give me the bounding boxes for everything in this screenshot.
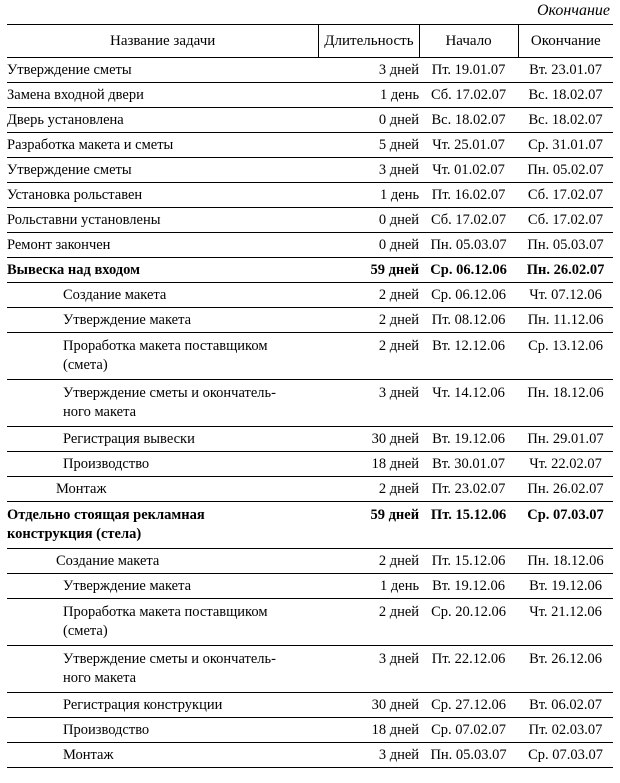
task-name-line: Утверждение сметы и окончатель- xyxy=(63,385,276,401)
cell-duration: 1 день xyxy=(319,83,419,108)
table-row xyxy=(7,743,613,768)
task-name-line: Утверждение сметы xyxy=(7,161,132,178)
cell-end-date: Вт. 19.12.06 xyxy=(518,574,613,599)
cell-duration: 30 дней xyxy=(319,427,419,452)
cell-task-name xyxy=(7,283,319,308)
cell-task-name xyxy=(7,549,319,574)
table-row xyxy=(7,158,613,183)
cell-task-name xyxy=(7,427,319,452)
table-row xyxy=(7,58,613,83)
task-name-line: Дверь установлена xyxy=(7,111,124,128)
cell-end-date: Пн. 18.12.06 xyxy=(518,380,613,427)
task-name-line: Проработка макета поставщиком xyxy=(63,604,268,620)
cell-end-date: Чт. 22.02.07 xyxy=(518,452,613,477)
table-row xyxy=(7,308,613,333)
task-name-line: Монтаж xyxy=(56,480,107,497)
cell-end-date: Ср. 31.01.07 xyxy=(518,133,613,158)
cell-duration: 2 дней xyxy=(319,549,419,574)
cell-duration: 18 дней xyxy=(319,718,419,743)
task-name-line: Замена входной двери xyxy=(7,86,144,103)
table-row xyxy=(7,718,613,743)
table-row xyxy=(7,283,613,308)
cell-duration: 3 дней xyxy=(319,158,419,183)
task-name-line: Установка рольставен xyxy=(7,186,143,203)
cell-start-date: Вт. 19.12.06 xyxy=(419,574,518,599)
cell-end-date: Пн. 26.02.07 xyxy=(518,258,613,283)
table-row xyxy=(7,133,613,158)
cell-end-date: Пн. 11.12.06 xyxy=(518,308,613,333)
cell-start-date: Ср. 06.12.06 xyxy=(419,283,518,308)
table-header xyxy=(7,25,613,58)
cell-start-date: Чт. 01.02.07 xyxy=(419,158,518,183)
task-name-line: (смета) xyxy=(63,357,108,373)
cell-end-date: Ср. 13.12.06 xyxy=(518,333,613,380)
cell-task-name xyxy=(7,233,319,258)
task-name-line: Регистрация вывески xyxy=(63,430,195,447)
cell-task-name xyxy=(7,158,319,183)
table-row xyxy=(7,502,613,549)
task-name-line: ного макета xyxy=(63,670,137,686)
cell-task-name xyxy=(7,58,319,83)
cell-end-date: Пн. 18.12.06 xyxy=(518,549,613,574)
cell-end-date: Пн. 26.02.07 xyxy=(518,477,613,502)
column-header-start: Начало xyxy=(419,25,518,58)
cell-start-date: Пн. 05.03.07 xyxy=(419,233,518,258)
cell-end-date: Сб. 17.02.07 xyxy=(518,208,613,233)
cell-start-date: Чт. 14.12.06 xyxy=(419,380,518,427)
running-head: Окончание xyxy=(536,2,610,19)
cell-task-name xyxy=(7,743,319,768)
table-row xyxy=(7,599,613,646)
cell-start-date: Сб. 17.02.07 xyxy=(419,83,518,108)
task-name-line: Производство xyxy=(63,721,150,738)
cell-task-name xyxy=(7,333,319,380)
cell-duration: 2 дней xyxy=(319,308,419,333)
cell-start-date: Пн. 05.03.07 xyxy=(419,743,518,768)
table-body xyxy=(7,58,613,768)
cell-start-date: Пт. 16.02.07 xyxy=(419,183,518,208)
cell-duration: 3 дней xyxy=(319,380,419,427)
cell-start-date: Вт. 12.12.06 xyxy=(419,333,518,380)
cell-start-date: Чт. 25.01.07 xyxy=(419,133,518,158)
cell-duration: 2 дней xyxy=(319,599,419,646)
cell-task-name xyxy=(7,380,319,427)
task-name-line: (смета) xyxy=(63,623,108,639)
cell-task-name xyxy=(7,133,319,158)
cell-end-date: Вт. 23.01.07 xyxy=(518,58,613,83)
cell-task-name xyxy=(7,599,319,646)
cell-task-name xyxy=(7,646,319,693)
cell-end-date: Пт. 02.03.07 xyxy=(518,718,613,743)
task-name-line: Ремонт закончен xyxy=(7,236,111,253)
table-row xyxy=(7,452,613,477)
table-row xyxy=(7,574,613,599)
cell-duration: 0 дней xyxy=(319,233,419,258)
cell-start-date: Пт. 15.12.06 xyxy=(419,502,518,549)
cell-start-date: Пт. 15.12.06 xyxy=(419,549,518,574)
task-name-line: Производство xyxy=(63,455,150,472)
cell-task-name xyxy=(7,83,319,108)
cell-duration: 3 дней xyxy=(319,58,419,83)
table-row xyxy=(7,83,613,108)
table-row xyxy=(7,333,613,380)
cell-end-date: Сб. 17.02.07 xyxy=(518,183,613,208)
cell-end-date: Вс. 18.02.07 xyxy=(518,83,613,108)
cell-task-name xyxy=(7,718,319,743)
cell-task-name xyxy=(7,258,319,283)
cell-end-date: Ср. 07.03.07 xyxy=(518,502,613,549)
cell-duration: 18 дней xyxy=(319,452,419,477)
table-row xyxy=(7,646,613,693)
cell-duration: 2 дней xyxy=(319,477,419,502)
cell-end-date: Пн. 05.02.07 xyxy=(518,158,613,183)
task-name-line: Создание макета xyxy=(56,552,160,569)
cell-start-date: Ср. 27.12.06 xyxy=(419,693,518,718)
cell-start-date: Ср. 20.12.06 xyxy=(419,599,518,646)
cell-start-date: Ср. 06.12.06 xyxy=(419,258,518,283)
table-row xyxy=(7,549,613,574)
task-name-line: Утверждение сметы xyxy=(7,61,132,78)
cell-start-date: Пт. 19.01.07 xyxy=(419,58,518,83)
cell-end-date: Вс. 18.02.07 xyxy=(518,108,613,133)
cell-duration: 5 дней xyxy=(319,133,419,158)
cell-start-date: Пт. 22.12.06 xyxy=(419,646,518,693)
cell-start-date: Вт. 30.01.07 xyxy=(419,452,518,477)
table-row xyxy=(7,108,613,133)
cell-duration: 2 дней xyxy=(319,283,419,308)
column-header-duration: Длительность xyxy=(319,25,419,58)
task-name-line: Разработка макета и сметы xyxy=(7,136,174,153)
cell-duration: 59 дней xyxy=(319,502,419,549)
cell-task-name xyxy=(7,108,319,133)
cell-task-name xyxy=(7,183,319,208)
cell-start-date: Пт. 23.02.07 xyxy=(419,477,518,502)
task-name-line: Утверждение макета xyxy=(63,577,192,594)
table-row xyxy=(7,380,613,427)
task-name-line: Вывеска над входом xyxy=(7,261,140,278)
cell-end-date: Вт. 06.02.07 xyxy=(518,693,613,718)
table-row xyxy=(7,477,613,502)
task-name-line: Проработка макета поставщиком xyxy=(63,338,268,354)
task-name-line: Монтаж xyxy=(63,746,114,763)
cell-duration: 30 дней xyxy=(319,693,419,718)
task-name-line: Регистрация конструкции xyxy=(63,696,223,713)
task-name-line: Утверждение макета xyxy=(63,311,192,328)
table-row xyxy=(7,183,613,208)
task-name-line: ного макета xyxy=(63,404,137,420)
cell-end-date: Пн. 05.03.07 xyxy=(518,233,613,258)
task-name-line: Создание макета xyxy=(63,286,167,303)
table-row xyxy=(7,258,613,283)
cell-task-name xyxy=(7,208,319,233)
table-row xyxy=(7,208,613,233)
cell-start-date: Сб. 17.02.07 xyxy=(419,208,518,233)
task-name-line: Рольставни установлены xyxy=(7,211,161,228)
cell-duration: 1 день xyxy=(319,574,419,599)
cell-task-name xyxy=(7,574,319,599)
cell-task-name xyxy=(7,477,319,502)
task-name-line: Отдельно стоящая рекламная xyxy=(7,507,205,523)
cell-duration: 1 день xyxy=(319,183,419,208)
cell-end-date: Вт. 26.12.06 xyxy=(518,646,613,693)
table-row xyxy=(7,693,613,718)
table-header-row xyxy=(7,25,613,58)
table-row xyxy=(7,233,613,258)
task-name-line: Утверждение сметы и окончатель- xyxy=(63,651,276,667)
cell-duration: 3 дней xyxy=(319,646,419,693)
cell-duration: 2 дней xyxy=(319,333,419,380)
task-name-line: конструкция (стела) xyxy=(7,526,142,542)
cell-task-name xyxy=(7,502,319,549)
column-header-task-name: Название задачи xyxy=(7,25,319,58)
cell-start-date: Вс. 18.02.07 xyxy=(419,108,518,133)
cell-duration: 0 дней xyxy=(319,108,419,133)
task-schedule-table xyxy=(7,24,613,768)
cell-duration: 0 дней xyxy=(319,208,419,233)
table-row xyxy=(7,427,613,452)
cell-task-name xyxy=(7,693,319,718)
cell-start-date: Вт. 19.12.06 xyxy=(419,427,518,452)
cell-start-date: Пт. 08.12.06 xyxy=(419,308,518,333)
cell-task-name xyxy=(7,308,319,333)
cell-end-date: Пн. 29.01.07 xyxy=(518,427,613,452)
cell-end-date: Чт. 07.12.06 xyxy=(518,283,613,308)
cell-duration: 3 дней xyxy=(319,743,419,768)
cell-end-date: Чт. 21.12.06 xyxy=(518,599,613,646)
cell-end-date: Ср. 07.03.07 xyxy=(518,743,613,768)
column-header-end: Окончание xyxy=(518,25,613,58)
cell-start-date: Ср. 07.02.07 xyxy=(419,718,518,743)
cell-duration: 59 дней xyxy=(319,258,419,283)
cell-task-name xyxy=(7,452,319,477)
